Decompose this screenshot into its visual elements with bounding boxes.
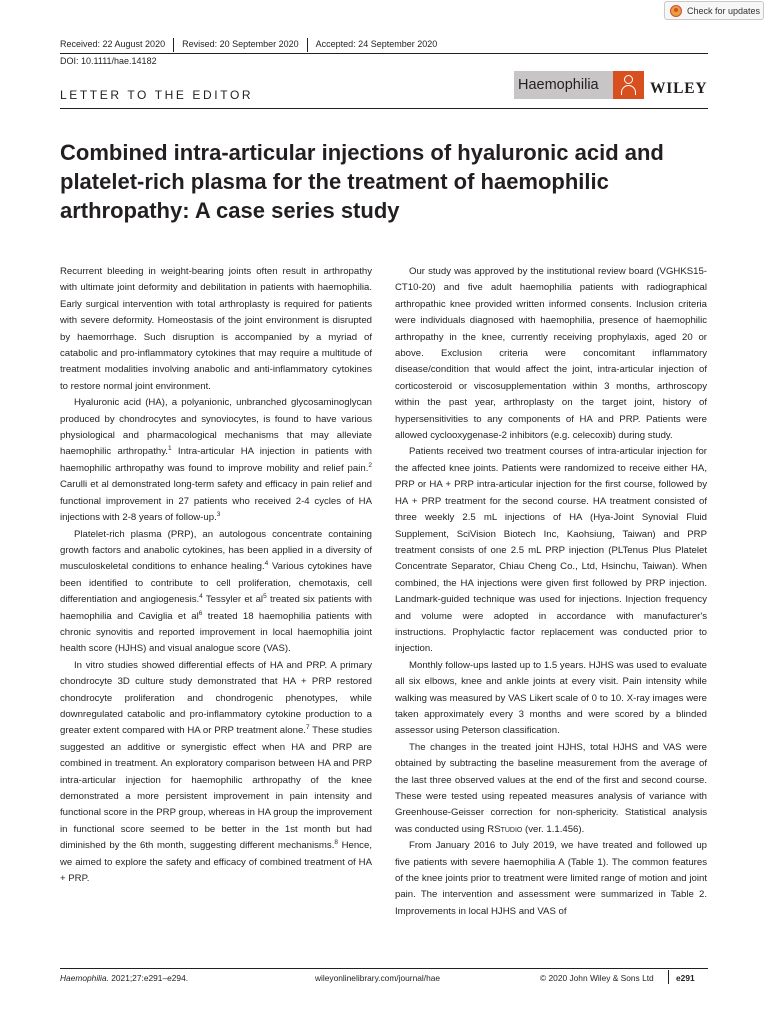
paragraph-text: From January 2016 to July 2019, we have treated and followed up five patients with severe haemophilia A (Table 1). The common features of the knee joints prior to treatment were limited range of motion and joint pain. The intervention and assessment were summarized in Table 2. Improvements in local HJHS and VAS of [395, 840, 707, 917]
section-label: LETTER TO THE EDITOR [60, 88, 254, 102]
accepted-date: Accepted: 24 September 2020 [315, 39, 438, 50]
body-column-left [60, 264, 372, 887]
paragraph [60, 527, 372, 658]
reference-link[interactable]: 7 [305, 724, 310, 732]
history-divider [307, 38, 308, 52]
reference-link[interactable]: 2 [368, 461, 372, 469]
paragraph-text: Recurrent bleeding in weight-bearing joints often result in arthropathy with ultimate joint deformity and debilitation in patients with haemophilia. Early surgical intervention with total arthroplasty is required for patients with severe deformity. Homeostasis of the joint environment is disrupted by haemorrhage. Such disruption is accompanied by a myriad of catabolic and pro-inflammatory cytokines that may require a multitude of treatment modalities involving anabolic and anti-inflammatory cytokines to restore normal joint environment. [60, 266, 372, 392]
paragraph-text: These studies suggested an additive or synergistic effect when HA and PRP are combined in treatment. An exploratory comparison between HA and PRP intra-articular injection for haemophilic arthropathy of the knee demonstrated a more persistent improvement in pain intensity and functional score in the PRP group, whereas in HA group the improvement in functional score seemed to be better in the 1st month but had diminished by the 6th month, suggesting different mechanisms. [60, 725, 373, 852]
reference-link[interactable]: 1 [167, 445, 172, 453]
paragraph-text: The changes in the treated joint HJHS, total HJHS and VAS were obtained by subtracting the baseline measurement from the average of the last three observed values at the end of the first and second course. These were tested using repeated measures analysis of variance with Greenhouse-Geisser correction for non-sphericity. Statistical analysis was conducted using [395, 741, 707, 835]
paragraph [395, 740, 707, 838]
section-rule [60, 108, 708, 109]
page-number: e291 [676, 973, 695, 983]
paragraph [395, 444, 707, 657]
software-name: RStudio [487, 823, 523, 835]
paragraph [395, 658, 707, 740]
footer-citation [60, 973, 188, 983]
reference-link[interactable]: 5 [263, 592, 267, 600]
paragraph-text: Hence, we aimed to explore the safety and efficacy of combined treatment of HA + PRP. [60, 840, 372, 885]
journal-name: Haemophilia [518, 77, 599, 93]
doi: DOI: 10.1111/hae.14182 [60, 56, 157, 66]
reference-link[interactable]: 8 [334, 839, 339, 847]
paragraph-text: Our study was approved by the institutional review board (VGHKS15-CT10-20) and five adult haemophilia patients with radiographical arthropathic knee provided written informed consents. Inclusion criteria were individuals diagnosed with haemophilia, presence of haemophilic arthropathy in the knee, currently receiving prophylaxis, aged 20 or above. Exclusion criteria were concomitant inflammatory disease/condition that would affect the joint, intra-articular injection of corticosteroid or viscosupplementation within 3 months, arthroscopy within the past year, arthroplasty on the target joint, history of hypersensitivities to any components of HA and PRP. Patients were allowed cyclooxygenase-2 inhibitors (e.g. celecoxib) during study. [395, 266, 707, 442]
paragraph-text: treated six patients with haemophilia and Caviglia et al [60, 594, 372, 622]
revised-date: Revised: 20 September 2020 [182, 39, 299, 50]
body-column-right [395, 264, 707, 920]
check-for-updates-button[interactable] [664, 1, 764, 20]
journal-emblem-icon [613, 71, 644, 99]
paragraph-text: Various cytokines have been identified to contribute to cell proliferation, chemotaxis, cell differentiation and angiogenesis. [60, 561, 372, 606]
paragraph-text: Carulli et al demonstrated long-term safety and efficacy in pain relief and functional improvement in 27 patients who received 2-4 cycles of HA injections with 2-8 years of follow-up. [60, 479, 372, 524]
publisher-logo: WILEY [650, 80, 708, 97]
paragraph-text: Intra-articular HA injection in patients with haemophilic arthropathy was found to improve mobility and relief pain. [60, 446, 372, 474]
check-for-updates-label: Check for updates [687, 6, 761, 16]
crossmark-icon [670, 5, 682, 17]
paragraph-text: Hyaluronic acid (HA), a polyanionic, unbranched glycosaminoglycan produced by chondrocytes and synoviocytes, is found to have various physiological and pharmacological mechanisms that may alleviate haemophilic arthropathy. [60, 397, 372, 458]
footer-volume: 2021;27:e291–e294. [108, 973, 189, 983]
paragraph-text: Tessyler et al [202, 594, 264, 606]
paragraph-text: treated 18 haemophilia patients with chronic synovitis and reported improvement in local haemophilia joint health score (HJHS) and visual analogue score (VAS). [60, 610, 373, 655]
paragraph-text: (ver. 1.1.456). [522, 823, 585, 835]
paragraph-text: Monthly follow-ups lasted up to 1.5 years. HJHS was used to evaluate all six elbows, knee and ankle joints at every visit. Pain intensity while walking was measured by VAS Likert scale of 0 to 10. X-ray images were taken approximately every 3 months and were scored by a blinded assessor using Peterson classification. [395, 659, 707, 737]
footer-rule [60, 968, 708, 969]
footer-divider [668, 970, 669, 984]
reference-link[interactable]: 4 [199, 592, 203, 600]
received-date: Received: 22 August 2020 [60, 39, 166, 50]
paragraph [60, 658, 372, 888]
footer-journal: Haemophilia. [60, 973, 109, 983]
footer-copyright: © 2020 John Wiley & Sons Ltd [540, 973, 654, 983]
journal-url-link[interactable]: wileyonlinelibrary.com/journal/hae [315, 973, 441, 983]
paragraph-text: Patients received two treatment courses of intra-articular injection for the affected knee joints. Patients were randomized to receive either HA, PRP or HA + PRP intra-articular injection for the first course, followed by HA + PRP treatment for the second course. HA treatment consisted of three weekly 2.5 mL injections of HA (Hya-Joint Synovial Fluid Supplement, SciVision Biotech Inc, Kaohsiung, Taiwan) and PRP treatment consists of one 2.5 mL PRP injection (PLTenus Plus Platelet Concentrate Separator, Chiau Cheng Co., Ltd, Hsinchu, Taiwan). When combined, the HA injections were given first followed by PRP injection. Landmark-guided technique was used for injections. Injection frequency and volume were adopted in accordance with manufacturer's instructions. Prophylactic factor replacement was conducted prior to injection. [395, 446, 707, 655]
history-divider [173, 38, 174, 52]
article-title: Combined intra-articular injections of hyaluronic acid and platelet-rich plasma for the treatment of haemophilic arthropathy: A case series study [60, 140, 664, 223]
reference-link[interactable]: 6 [198, 609, 203, 617]
paragraph-text: Platelet-rich plasma (PRP), an autologous concentrate containing growth factors and anabolic cytokines, has been applied in a diversity of musculoskeletal conditions to enhance healing. [60, 528, 372, 573]
paragraph [60, 395, 372, 526]
paragraph [395, 838, 707, 920]
paragraph [60, 264, 372, 395]
paragraph-text: In vitro studies showed differential effects of HA and PRP. A primary chondrocyte 3D culture study demonstrated that HA + PRP restored chondrocyte proliferation and chondrogenic phenotypes, while downregulated catabolic and pro-inflammatory cytokine production to a greater extent compared with HA or PRP treatment alone. [60, 659, 372, 737]
header-rule [60, 53, 708, 54]
reference-link[interactable]: 3 [216, 510, 221, 518]
reference-link[interactable]: 4 [264, 560, 269, 568]
article-history [60, 38, 437, 52]
paragraph [395, 264, 707, 444]
